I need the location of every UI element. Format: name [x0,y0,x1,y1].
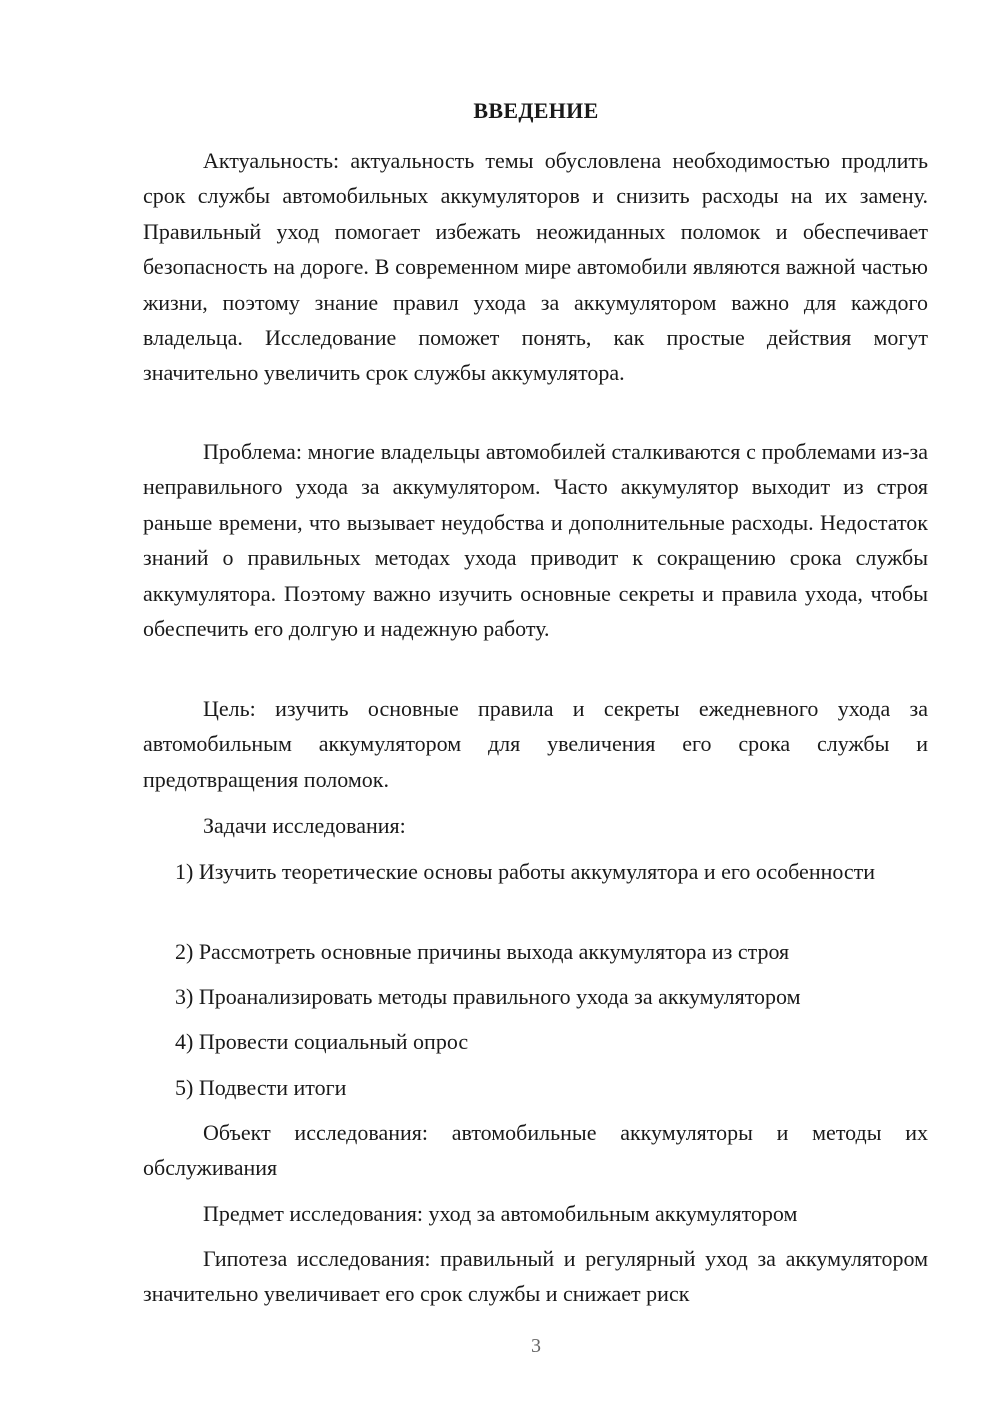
task-item: 3) Проанализировать методы правильного ухода за аккумулятором [175,984,801,1009]
hypothesis-paragraph: Гипотеза исследования: правильный и регулярный уход за аккумулятором значительно увеличивает его срок службы и снижает риск [143,1246,928,1307]
problem-paragraph: Проблема: многие владельцы автомобилей сталкиваются с проблемами из-за неправильного ухода за аккумулятором. Часто аккумулятор выходит из строя раньше времени, что вызывает неудобства и дополнительные расходы. Недостаток знаний о правильных методах ухода приводит к сокращению срока службы аккумулятора. Поэтому важно изучить основные секреты и правила ухода, чтобы обеспечить его долгую и надежную работу. [143,439,928,642]
subject-paragraph: Предмет исследования: уход за автомобильным аккумулятором [203,1201,798,1226]
relevance-paragraph: Актуальность: актуальность темы обусловлена необходимостью продлить срок службы автомобильных аккумуляторов и снизить расходы на их замену. Правильный уход помогает избежать неожиданных поломок и обеспечивает безопасность на дороге. В современном мире автомобили являются важной частью жизни, поэтому знание правил ухода за аккумулятором важно для каждого владельца. Исследование поможет понять, как простые действия могут значительно увеличить срок службы аккумулятора. [143,148,928,386]
task-item: 2) Рассмотреть основные причины выхода аккумулятора из строя [175,939,790,964]
object-paragraph: Объект исследования: автомобильные аккумуляторы и методы их обслуживания [143,1120,928,1181]
task-item: 4) Провести социальный опрос [175,1029,469,1054]
section-title: ВВЕДЕНИЕ [473,98,599,123]
goal-paragraph: Цель: изучить основные правила и секреты ежедневного ухода за автомобильным аккумулятором для увеличения его срока службы и предотвращения поломок. [143,696,928,792]
task-item: 5) Подвести итоги [175,1075,347,1100]
task-item: 1) Изучить теоретические основы работы аккумулятора и его особенности [175,859,876,884]
tasks-heading: Задачи исследования: [203,813,406,838]
page-number: 3 [531,1335,541,1357]
